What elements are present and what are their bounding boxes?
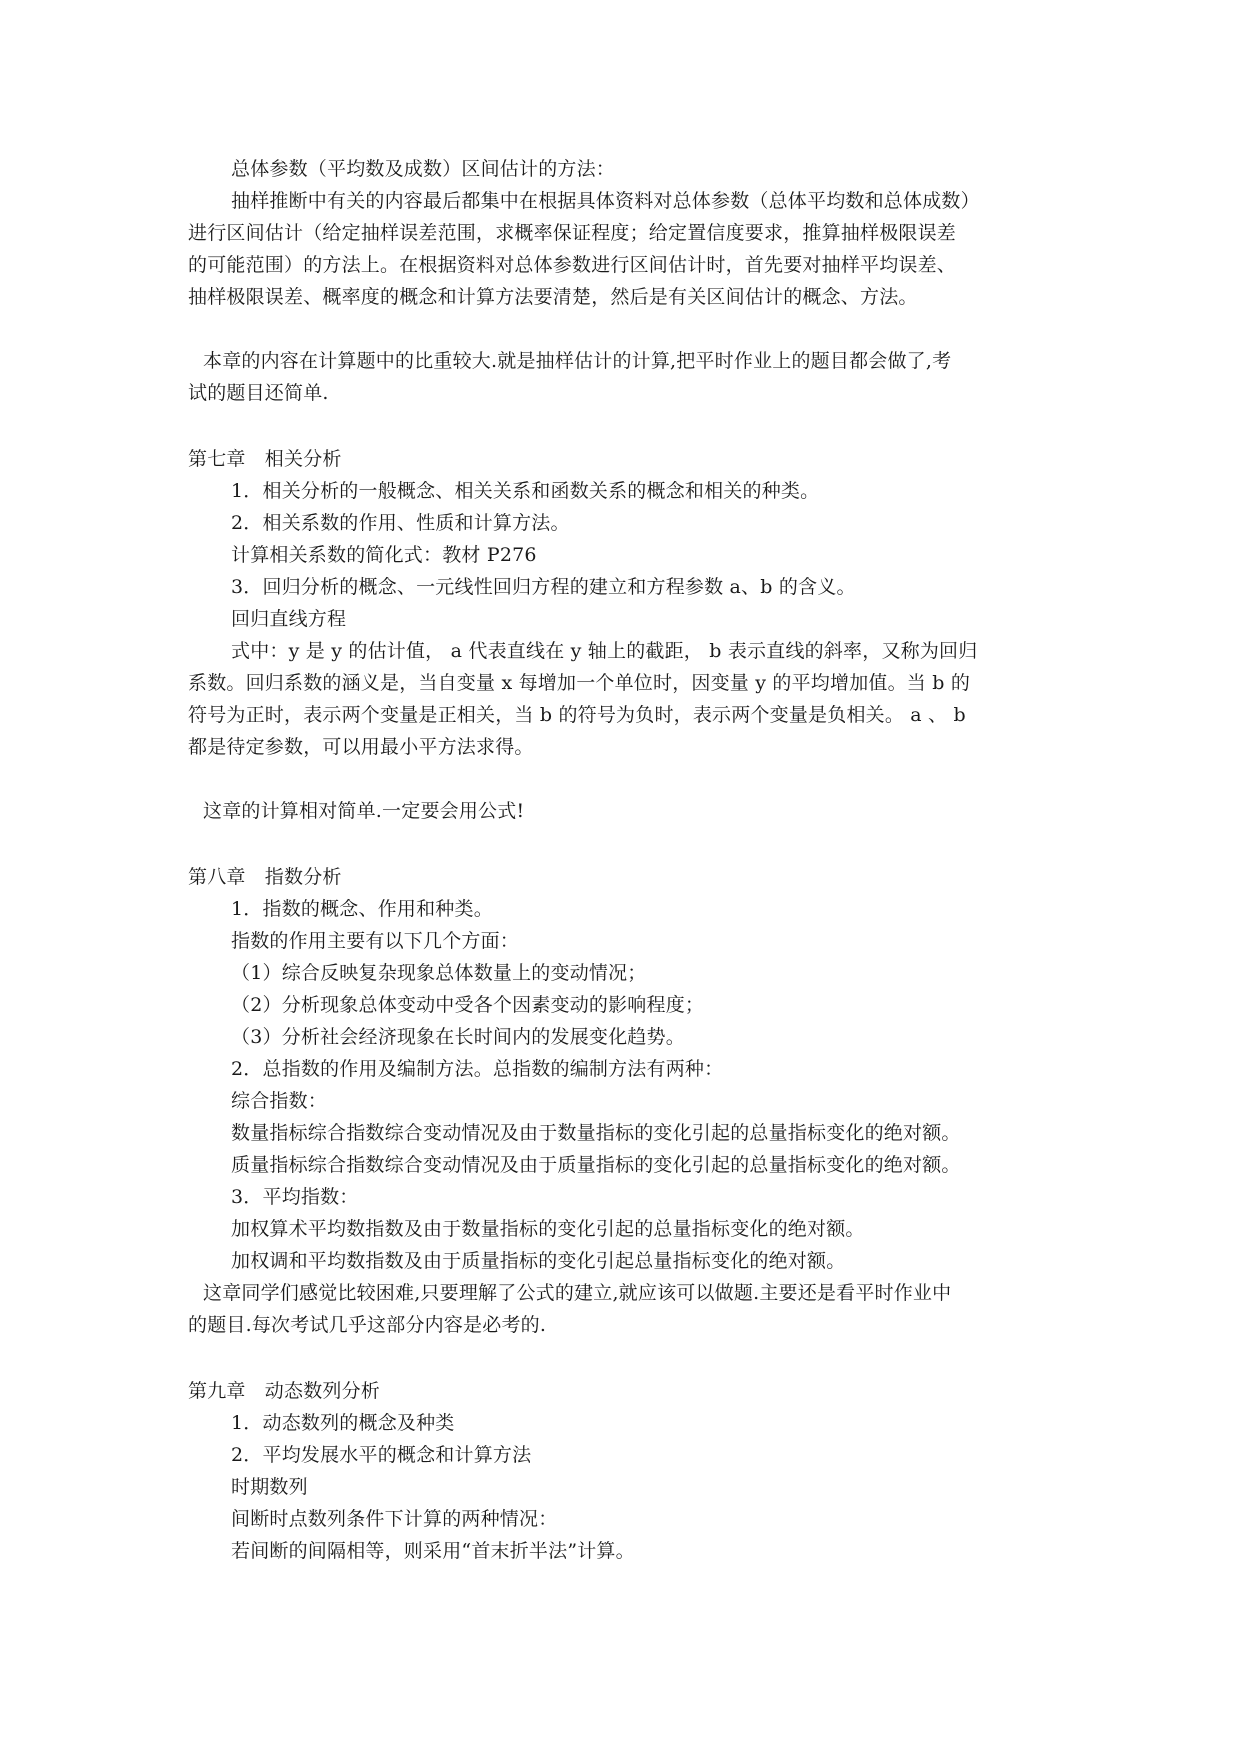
text-line: 2．总指数的作用及编制方法。总指数的编制方法有两种： — [231, 1058, 724, 1080]
text-line: 数量指标综合指数综合变动情况及由于数量指标的变化引起的总量指标变化的绝对额。 — [231, 1122, 961, 1144]
text-line: 2．相关系数的作用、性质和计算方法。 — [231, 512, 570, 534]
chapter-heading: 第八章 指数分析 — [188, 866, 342, 888]
text-line: 的可能范围）的方法上。在根据资料对总体参数进行区间估计时，首先要对抽样平均误差、 — [188, 254, 957, 276]
text-line: 加权调和平均数指数及由于质量指标的变化引起总量指标变化的绝对额。 — [231, 1250, 846, 1272]
text-line: 1．动态数列的概念及种类 — [231, 1412, 455, 1434]
text-line: 3．回归分析的概念、一元线性回归方程的建立和方程参数 a、b 的含义。 — [231, 576, 856, 598]
text-line: 抽样极限误差、概率度的概念和计算方法要清楚，然后是有关区间估计的概念、方法。 — [188, 286, 918, 308]
text-line: 2．平均发展水平的概念和计算方法 — [231, 1444, 532, 1466]
text-line: 间断时点数列条件下计算的两种情况： — [231, 1508, 558, 1530]
text-line: 系数。回归系数的涵义是，当自变量 x 每增加一个单位时，因变量 y 的平均增加值。当 b 的 — [188, 672, 971, 694]
text-line: 加权算术平均数指数及由于数量指标的变化引起的总量指标变化的绝对额。 — [231, 1218, 865, 1240]
text-line: 抽样推断中有关的内容最后都集中在根据具体资料对总体参数（总体平均数和总体成数） — [231, 190, 980, 212]
text-line: 若间断的间隔相等，则采用“首末折半法”计算。 — [231, 1540, 635, 1562]
text-line: 质量指标综合指数综合变动情况及由于质量指标的变化引起的总量指标变化的绝对额。 — [231, 1154, 961, 1176]
text-line: 进行区间估计（给定抽样误差范围，求概率保证程度；给定置信度要求，推算抽样极限误差 — [188, 222, 957, 244]
text-line: 的题目.每次考试几乎这部分内容是必考的. — [188, 1314, 547, 1336]
text-line: （2）分析现象总体变动中受各个因素变动的影响程度； — [231, 994, 705, 1016]
text-line: 符号为正时，表示两个变量是正相关，当 b 的符号为负时，表示两个变量是负相关。 a 、 b — [188, 704, 966, 726]
text-line: 回归直线方程 — [231, 608, 347, 630]
text-line: 总体参数（平均数及成数）区间估计的方法： — [231, 158, 616, 180]
text-line: 综合指数： — [231, 1090, 328, 1112]
text-line: 试的题目还简单. — [188, 382, 329, 404]
text-line: （3）分析社会经济现象在长时间内的发展变化趋势。 — [231, 1026, 685, 1048]
text-line: 式中：y 是 y 的估计值， a 代表直线在 y 轴上的截距， b 表示直线的斜率，又称为回归 — [231, 640, 978, 662]
text-line: 本章的内容在计算题中的比重较大.就是抽样估计的计算,把平时作业上的题目都会做了,考 — [203, 350, 952, 372]
text-line: 这章的计算相对简单.一定要会用公式! — [203, 800, 525, 822]
text-line: 计算相关系数的简化式：教材 P276 — [231, 544, 537, 566]
text-line: 1．指数的概念、作用和种类。 — [231, 898, 493, 920]
text-line: 1．相关分析的一般概念、相关关系和函数关系的概念和相关的种类。 — [231, 480, 820, 502]
text-line: （1）综合反映复杂现象总体数量上的变动情况； — [231, 962, 647, 984]
text-line: 都是待定参数，可以用最小平方法求得。 — [188, 736, 534, 758]
chapter-heading: 第九章 动态数列分析 — [188, 1380, 381, 1402]
text-line: 3．平均指数： — [231, 1186, 359, 1208]
text-line: 这章同学们感觉比较困难,只要理解了公式的建立,就应该可以做题.主要还是看平时作业中 — [203, 1282, 952, 1304]
chapter-heading: 第七章 相关分析 — [188, 448, 342, 470]
text-line: 时期数列 — [231, 1476, 308, 1498]
text-line: 指数的作用主要有以下几个方面： — [231, 930, 520, 952]
